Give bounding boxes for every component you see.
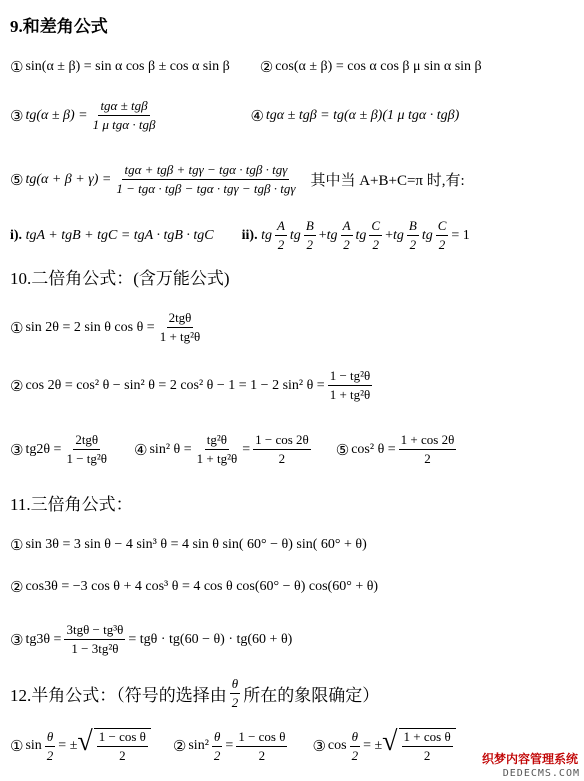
number-2: ② [259,58,274,76]
watermark-en: DEDECMS.COM [502,768,580,779]
formula-11-3: ③ tg3θ = $\frac{\text{3tgθ − tg³θ}}{\text{1 − 3tg²θ}}$ = tgθ · tg(60 − θ) · tg(60 + θ) [10,622,293,656]
formula-9-3-4: ③ tg(α ± β) = $\frac{\text{tgα ± tgβ}}{\text{1 μ tgα · tgβ}}$ ④ tgα ± tgβ = tg(α ± β)(1 μ tgα · tgβ) [10,98,460,132]
watermark-cn: 织梦内容管理系统 [481,752,578,766]
formula-10-1: ① sin 2θ = 2 sin θ cos θ = $\frac{\text{2tgθ}}{\text{1 + tg²θ}}$ [10,310,201,344]
formula-11-1: ① sin 3θ = 3 sin θ − 4 sin³ θ = 4 sin θ sin( 60° − θ) sin( 60° + θ) [10,536,367,554]
formula-12: ① sin $\frac{\theta}{2}$ = ± √ $\frac{\text{1 − cos θ}}{2}$ ② sin² $\frac{\theta}{2}$ = $\frac{\text{1 − cos θ}}{2}$ ③ cos $\frac{\theta}{2}$ = ± √ $\frac{\text{1 + cos θ}}{2}$ [10,728,576,764]
fraction: $\frac{\text{tgα + tgβ + tgγ − tgα · tgβ · tgγ}}{\text{1 − tgα · tgβ − tgα · tgγ − tgβ · tgγ}}$ [116,162,296,196]
number-1: ① [10,58,24,76]
condition-text: 其中当 A+B+C=π 时,有: [310,173,465,189]
section-9-title: 9.和差角公式 [10,17,108,36]
formula-9-identities: i). tgA + tgB + tgC = tgA · tgB · tgC ii). tg $\frac{A}{2}$ tg $\frac{B}{2}$ + tg $\frac{A}{2}$ tg $\frac{C}{2}$ + tg $\frac{B}{2}$ tg $\frac{C}{2}$ = 1 [10,218,470,252]
formula-11-2: ② cos3θ = −3 cos θ + 4 cos³ θ = 4 cos θ cos(60° − θ) cos(60° + θ) [10,578,379,596]
formula-10-3-4-5: ③ tg2θ = $\frac{\text{2tgθ}}{\text{1 − tg²θ}}$ ④ sin² θ = $\frac{\text{tg²θ}}{\text{1 + tg²θ}}$ = $\frac{1 - \cos 2\theta}{2}$ ⑤ cos² θ = $\frac{1 + \cos 2\theta}{2}$ [10,432,455,466]
section-12-title: 12.半角公式：（符号的选择由 $\frac{\theta}{2}$ 所在的象限确定） [10,676,380,710]
formula-9-5: ⑤ tg(α + β + γ) = $\frac{\text{tgα + tgβ + tgγ − tgα · tgβ · tgγ}}{\text{1 − tgα · tgβ − tgα · tgγ − tgβ · tgγ}}$ 其中当 A+B+C=π 时,有: [10,162,465,196]
section-11-title: 11.三倍角公式： [10,495,133,514]
formula-10-2: ② cos 2θ = cos² θ − sin² θ = 2 cos² θ − 1 = 1 − 2 sin² θ = $\frac{\text{1 − tg²θ}}{\text{1 + tg²θ}}$ [10,368,371,402]
section-10-title: 10.二倍角公式：(含万能公式) [10,269,230,288]
fraction: $\frac{\text{tgα ± tgβ}}{\text{1 μ tgα · tgβ}}$ [92,98,156,132]
formula-9-1-2: ① sin(α ± β) = sin α cos β ± cos α sin β ② cos(α ± β) = cos α cos β μ sin α sin β [10,58,482,76]
